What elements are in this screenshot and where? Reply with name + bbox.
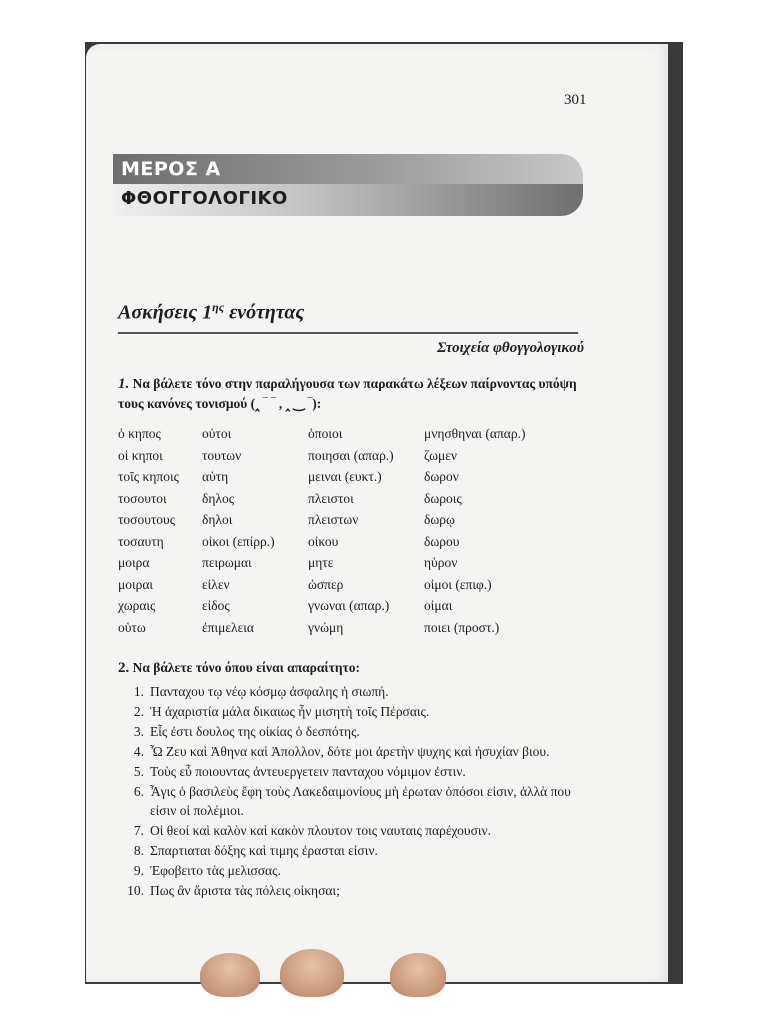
sentence-text: Ἐφοβειτο τὰς μελισσας. <box>150 863 281 878</box>
sentence-number: 1. <box>133 684 144 699</box>
word-cell: οἰμοι (επιφ.) <box>424 576 492 592</box>
word-cell: αὑτη <box>202 469 229 484</box>
exercise-2-title <box>118 660 360 677</box>
sentence-text: Ἡ ἀχαριστία μάλα δικαιως ἦν μισητὴ τοῖς Πέρσαις. <box>150 704 430 719</box>
sentence-item <box>118 702 598 721</box>
word-cell: δωροις <box>424 490 462 506</box>
sentence-item <box>118 881 598 900</box>
part-subtitle: ΦΘΟΓΓΟΛΟΓΙΚΟ <box>121 188 288 209</box>
sentence-number: 3. <box>133 724 144 739</box>
sentence-number: 2. <box>133 704 144 719</box>
word-cell: ποιησαι (απαρ.) <box>308 447 394 463</box>
part-banner <box>113 154 583 218</box>
word-cell: πλειστοι <box>308 490 354 506</box>
word-cell: ἐπιμελεια <box>202 619 254 635</box>
word-cell: τουτων <box>202 447 242 463</box>
sentence-text: Τοὺς εὖ ποιουντας ἀντευεργετειν πανταχου νόμιμον ἐστιν. <box>150 764 466 779</box>
word-cell: τοῖς κηποις <box>118 469 179 484</box>
sentence-number: 8. <box>133 843 144 858</box>
finger-middle <box>280 949 344 997</box>
word-cell: ζωμεν <box>424 447 457 463</box>
word-cell: χωραις <box>118 598 156 613</box>
section-subtitle: Στοιχεία φθογγολογικού <box>437 340 584 356</box>
sentence-text: Οἱ θεοί καὶ καλὸν καὶ κακὸν πλουτον τοις ναυταις παρέχουσιν. <box>150 823 492 838</box>
sentence-item <box>118 742 598 761</box>
word-cell: ὡσπερ <box>308 576 344 592</box>
word-cell: οἰμαι <box>424 598 453 613</box>
word-cell: οἱ κηποι <box>118 447 163 463</box>
heading-superscript: ης <box>212 300 225 314</box>
sentence-item <box>118 762 598 781</box>
word-cell: πλειστων <box>308 512 359 527</box>
exercise-1-number: 1. <box>118 376 130 392</box>
sentence-text: Ὦ Ζευ καὶ Ἀθηνα καὶ Ἀπολλον, δότε μοι ἀρετὴν ψυχης καὶ ἡσυχίαν βιου. <box>150 744 550 759</box>
word-cell: πειρωμαι <box>202 555 252 570</box>
word-cell: μητε <box>308 555 334 570</box>
heading-rest: ενότητας <box>224 301 305 324</box>
sentence-number: 5. <box>133 764 144 779</box>
sentence-text: Πως ἂν ἄριστα τὰς πόλεις οἰκησαι; <box>150 883 340 898</box>
word-cell: τοσουτοι <box>118 490 167 506</box>
sentence-item <box>118 682 598 701</box>
fingers-holding-page <box>180 945 480 995</box>
exercise-2-instruction: Να βάλετε τόνο όπου είναι απαραίτητο: <box>132 660 360 675</box>
word-cell: μοιραι <box>118 576 154 592</box>
sentence-text: Ἆγις ὁ βασιλεὺς ἔφη τοὺς Λακεδαιμονίους μὴ ἐρωταν ὁπόσοι εἰσιν, ἀλλὰ που εἰσιν οἱ πολέμιοι. <box>150 784 571 818</box>
word-cell: εἰλεν <box>202 576 230 592</box>
sentence-item <box>118 722 598 741</box>
part-title: ΜΕΡΟΣ Α <box>121 158 221 180</box>
page-number: 301 <box>564 92 587 108</box>
sentence-text: Σπαρτιαται δόξης καὶ τιμης ἐρασται εἰσιν. <box>150 843 378 858</box>
finger-right <box>390 953 446 997</box>
word-cell: τοσουτους <box>118 512 176 527</box>
word-cell: μνησθηναι (απαρ.) <box>424 426 526 441</box>
sentence-item <box>118 861 598 880</box>
word-cell: δηλοι <box>202 512 233 527</box>
word-cell: τοσαυτη <box>118 533 164 549</box>
sentence-item <box>118 821 598 840</box>
word-cell: δωρου <box>424 533 460 549</box>
exercise-2-number: 2. <box>118 660 130 676</box>
word-cell: ὁποιοι <box>308 426 343 441</box>
word-cell: εἰδος <box>202 598 230 613</box>
word-cell: μειναι (ευκτ.) <box>308 469 382 484</box>
sentence-number: 4. <box>133 744 144 759</box>
heading-main: Ασκήσεις 1 <box>118 301 213 324</box>
sentence-item <box>118 782 598 820</box>
exercises-heading <box>118 300 304 325</box>
sentence-number: 9. <box>133 863 144 878</box>
sentence-number: 6. <box>133 784 144 799</box>
word-cell: ηὑρον <box>424 555 458 570</box>
word-cell: ποιει (προστ.) <box>424 619 500 635</box>
word-cell: δωρῳ <box>424 512 455 527</box>
exercise-1-instruction: Να βάλετε τόνο στην παραλήγουσα των παρακάτω λέξεων παίρνοντας υπόψη τους κανόνες τονισμού (‸ ‾ ‾ , ‸ ‿ ‾): <box>118 376 577 411</box>
sentence-number: 7. <box>133 823 144 838</box>
word-cell: οὑτοι <box>202 426 232 441</box>
word-cell: μοιρα <box>118 555 150 570</box>
word-cell: δωρον <box>424 469 459 484</box>
book-page <box>86 44 668 982</box>
sentence-text: Πανταχου τῳ νέῳ κόσμῳ ἀσφαλης ἡ σιωπή. <box>150 684 389 699</box>
word-cell: ὁ κηπος <box>118 426 161 441</box>
exercise-1-title <box>118 374 588 413</box>
word-cell: δηλος <box>202 490 235 506</box>
word-cell: οἰκου <box>308 533 339 549</box>
finger-left <box>200 953 260 997</box>
word-cell: γνωναι (απαρ.) <box>308 598 390 613</box>
word-cell: οἰκοι (επίρρ.) <box>202 533 275 549</box>
sentence-item <box>118 841 598 860</box>
heading-rule <box>118 332 578 334</box>
word-cell: γνώμη <box>308 619 344 635</box>
word-cell: οὑτω <box>118 619 146 635</box>
sentence-number: 10. <box>127 883 144 898</box>
sentence-list <box>118 682 598 901</box>
sentence-text: Εἷς ἐστι δουλος της οἰκίας ὁ δεσπότης. <box>150 724 360 739</box>
